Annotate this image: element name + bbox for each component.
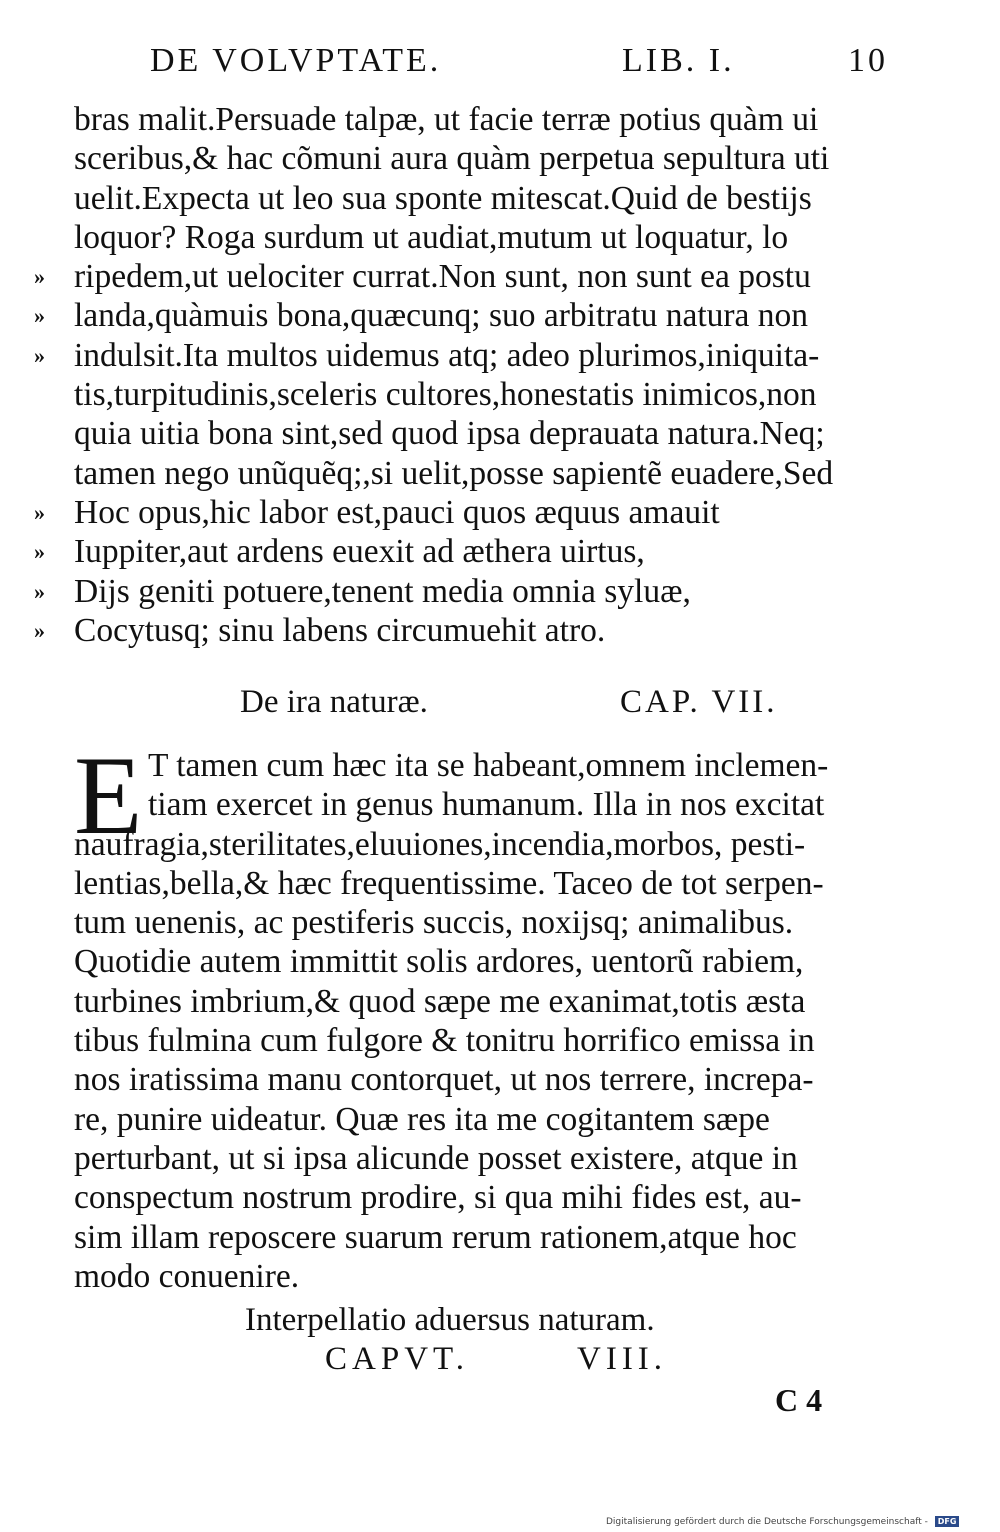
text-line: tum uenenis, ac pestiferis succis, noxijsq; animalibus.: [74, 904, 794, 942]
text-line: [34, 296, 930, 335]
text-line: [34, 257, 930, 296]
text-line: [74, 179, 930, 218]
chapter-vii-heading: [240, 684, 860, 728]
footer-text: Digitalisierung gefördert durch die Deutsche Forschungsgemeinschaft -: [606, 1517, 928, 1527]
text-line: perturbant, ut si ipsa alicunde posset existere, atque in: [74, 1139, 798, 1177]
dfg-logo: DFG: [935, 1516, 960, 1527]
continued-text-block: [34, 100, 930, 650]
text-line: lentias,bella,& hæc frequentissime. Taceo de tot serpen-: [74, 864, 824, 902]
quote-marker: »: [34, 342, 45, 368]
text-line: T tamen cum hæc ita se habeant,omnem inclemen-: [148, 747, 829, 784]
running-head-book: LIB. I.: [622, 42, 735, 79]
text-line-content: tis,turpitudinis,sceleris cultores,honestatis inimicos,non: [74, 376, 817, 414]
text-line-content: bras malit.Persuade talpæ, ut facie terræ potius quàm ui: [74, 101, 819, 138]
caput-word: CAPVT.: [325, 1341, 469, 1377]
page-number: 10: [848, 42, 888, 79]
quote-marker: »: [34, 303, 45, 329]
running-head-title: DE VOLVPTATE.: [150, 42, 442, 79]
text-line-content: uelit.Expecta ut leo sua sponte mitescat.Quid de bestijs: [74, 179, 812, 217]
caput-number: VIII.: [577, 1341, 668, 1377]
text-line-content: quia uitia bona sint,sed quod ipsa deprauata natura.Neq;: [74, 415, 825, 453]
text-line: conspectum nostrum prodire, si qua mihi fides est, au-: [74, 1179, 802, 1217]
chapter-viii-label: [325, 1341, 745, 1385]
verse-line: [34, 611, 930, 650]
chapter-vii-body: [74, 734, 934, 1296]
text-line: Quotidie autem immittit solis ardores, uentorũ rabiem,: [74, 943, 804, 981]
verse-line-content: Cocytusq; sinu labens circumuehit atro.: [74, 611, 606, 649]
signature-mark: C 4: [775, 1382, 823, 1418]
text-line: tiam exercet in genus humanum. Illa in nos excitat: [148, 786, 825, 824]
verse-line-content: Dijs geniti potuere,tenent media omnia syluæ,: [74, 572, 691, 610]
text-line: [74, 375, 930, 414]
chapter-vii-title: De ira naturæ.: [240, 684, 428, 720]
text-line: [74, 100, 930, 139]
digitization-footer: [606, 1516, 959, 1530]
text-line: [74, 218, 930, 257]
chapter-vii-label: CAP. VII.: [620, 684, 778, 720]
verse-line: [34, 572, 930, 611]
quote-marker: »: [34, 499, 45, 525]
chapter-viii-title: Interpellatio aduersus naturam.: [245, 1302, 655, 1338]
text-line: turbines imbrium,& quod sæpe me exanimat,totis æsta: [74, 982, 806, 1020]
text-line-content: indulsit.Ita multos uidemus atq; adeo plurimos,iniquita-: [74, 336, 820, 374]
quote-marker: »: [34, 617, 45, 643]
verse-line-content: Hoc opus,hic labor est,pauci quos æquus amauit: [74, 493, 720, 531]
quote-marker: »: [34, 264, 45, 290]
quote-marker: »: [34, 539, 45, 565]
verse-line: [34, 493, 930, 532]
text-line-content: sceribus,& hac cõmuni aura quàm perpetua sepultura uti: [74, 140, 830, 178]
text-line-content: loquor? Roga surdum ut audiat,mutum ut loquatur, lo: [74, 218, 789, 256]
text-line-content: tamen nego unũquẽq;,si uelit,posse sapientẽ euadere,Sed: [74, 454, 834, 492]
text-line: re, punire uideatur. Quæ res ita me cogitantem sæpe: [74, 1100, 770, 1138]
quote-marker: »: [34, 578, 45, 604]
text-line: tibus fulmina cum fulgore & tonitru horrifico emissa in: [74, 1022, 815, 1060]
text-line: [34, 336, 930, 375]
verse-line: [34, 532, 930, 571]
text-line: naufragia,sterilitates,eluuiones,incendia,morbos, pesti-: [74, 825, 806, 863]
text-line: modo conuenire.: [74, 1257, 300, 1295]
drop-initial: E: [74, 734, 143, 858]
text-line: sim illam reposcere suarum rerum rationem,atque hoc: [74, 1218, 797, 1256]
running-head: [150, 42, 890, 92]
text-line: [74, 139, 930, 178]
text-line: [74, 454, 930, 493]
text-line-content: ripedem,ut uelociter currat.Non sunt, non sunt ea postu: [74, 258, 811, 296]
verse-line-content: Iuppiter,aut ardens euexit ad æthera uirtus,: [74, 533, 645, 571]
text-line-content: landa,quàmuis bona,quæcunq; suo arbitratu natura non: [74, 297, 809, 335]
text-line: nos iratissima manu contorquet, ut nos terrere, increpa-: [74, 1061, 814, 1099]
text-line: [74, 414, 930, 453]
